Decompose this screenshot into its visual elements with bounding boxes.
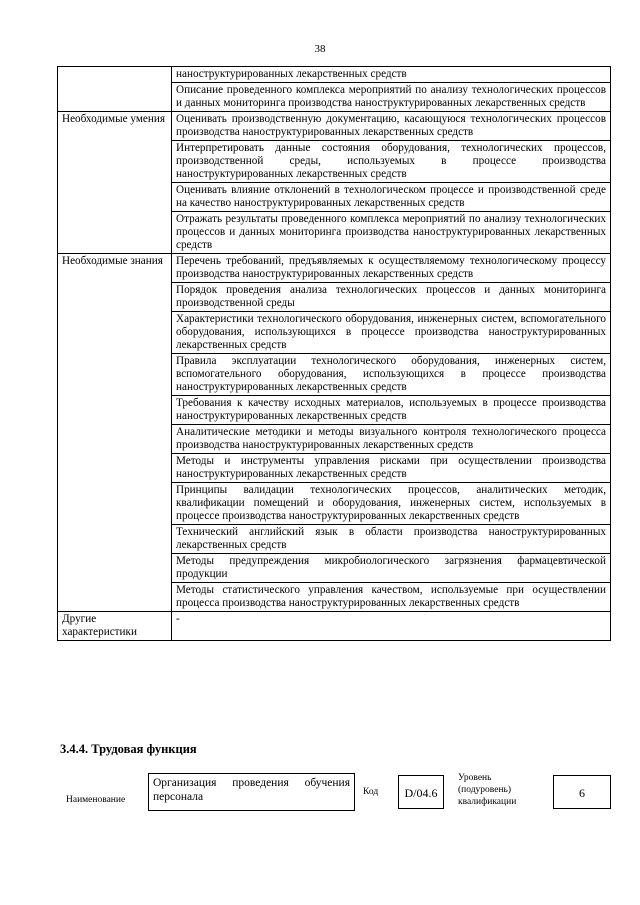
table-row (58, 254, 611, 283)
requirement-cell: - (172, 612, 611, 641)
requirement-cell: Методы статистического управления качеством, используемые при осуществлении процесса производства наноструктурированных лекарственных средств (172, 583, 611, 612)
competency-table (57, 66, 611, 641)
requirement-cell: Методы предупреждения микробиологического загрязнения фармацевтической продукции (172, 554, 611, 583)
requirement-cell: Требования к качеству исходных материалов, используемых в процессе производства наноструктурированных лекарственных средств (172, 396, 611, 425)
requirement-cell: Оценивать влияние отклонений в технологическом процессе и производственной среде на качество наноструктурированных лекарственных средств (172, 183, 611, 212)
level-label: Уровень (подуровень) квалификации (458, 773, 517, 807)
code-value-box: D/04.6 (398, 775, 444, 809)
level-value-box: 6 (553, 775, 611, 809)
row-category-label: Необходимые умения (58, 112, 172, 254)
requirement-cell: Описание проведенного комплекса мероприятий по анализу технологических процессов и данных мониторинга производства наноструктурированных лекарственных средств (172, 83, 611, 112)
requirement-cell: Оценивать производственную документацию, касающуюся технологических процессов производства наноструктурированных лекарственных средств (172, 112, 611, 141)
code-label: Код (363, 787, 379, 797)
section-title: 3.4.4. Трудовая функция (60, 742, 197, 756)
row-category-label: Другие характеристики (58, 612, 172, 641)
labor-function-header (0, 770, 640, 840)
requirement-cell: Аналитические методики и методы визуального контроля технологического процесса производства наноструктурированных лекарственных средств (172, 425, 611, 454)
requirement-cell: Принципы валидации технологических процессов, аналитических методик, квалификации помещений и оборудования, инженерных систем, используемых в процессе производства наноструктурированных лекарственных средств (172, 483, 611, 525)
requirement-cell: Правила эксплуатации технологического оборудования, инженерных систем, вспомогательного оборудования, использующихся в процессе производства наноструктурированных лекарственных средств (172, 354, 611, 396)
requirement-cell: наноструктурированных лекарственных средств (172, 67, 611, 83)
requirement-cell: Отражать результаты проведенного комплекса мероприятий по анализу технологических процессов и данных мониторинга производства наноструктурированных лекарственных средств (172, 212, 611, 254)
table-row (58, 612, 611, 641)
row-category-label: Необходимые знания (58, 254, 172, 612)
page-number: 38 (314, 43, 326, 55)
requirement-cell: Порядок проведения анализа технологических процессов и данных мониторинга производственной среды (172, 283, 611, 312)
table-row (58, 112, 611, 141)
requirement-cell: Интерпретировать данные состояния оборудования, технологических процессов, производственной среды, используемых в процессе производства наноструктурированных лекарственных средств (172, 141, 611, 183)
requirement-cell: Перечень требований, предъявляемых к осуществляемому технологическому процессу производства наноструктурированных лекарственных средств (172, 254, 611, 283)
name-value-box: Организация проведения обучения персонала (148, 773, 355, 811)
row-category-label (58, 67, 172, 112)
name-label: Наименование (66, 795, 126, 805)
requirement-cell: Характеристики технологического оборудования, инженерных систем, вспомогательного оборудования, использующихся в процессе производства наноструктурированных лекарственных средств (172, 312, 611, 354)
requirement-cell: Методы и инструменты управления рисками при осуществлении производства наноструктурированных лекарственных средств (172, 454, 611, 483)
requirement-cell: Технический английский язык в области производства наноструктурированных лекарственных средств (172, 525, 611, 554)
table-row (58, 67, 611, 83)
